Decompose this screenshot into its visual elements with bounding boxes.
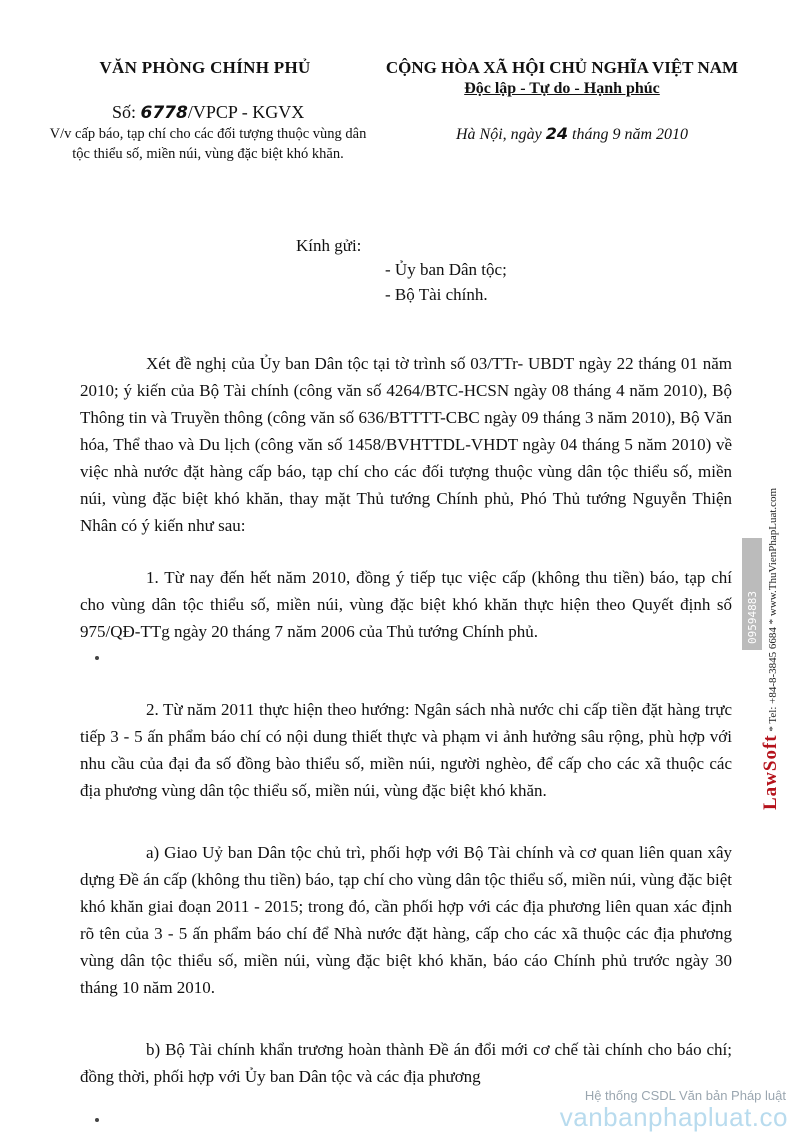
recipient-item: - Ủy ban Dân tộc; [385,260,507,279]
footer-watermark-site: vanbanphapluat.co [559,1102,788,1132]
footer-watermark-caption: Hệ thống CSDL Văn bản Pháp luật [584,1088,786,1103]
recipients-label: Kính gửi: [296,236,362,255]
recipient-item: - Bộ Tài chính. [385,285,488,304]
item-2-paragraph: 2. Từ năm 2011 thực hiện theo hướng: Ngân sách nhà nước chi cấp tiền đặt hàng trực tiếp 3 - 5 ấn phẩm báo chí có nội dung thiết thực và phạm vi ảnh hưởng sâu rộng, phù hợp với nhu cầu của đại đa số đồng bào thiểu số, miền núi, người nghèo, để cấp cho các xã thuộc các địa phương vùng dân tộc thiểu số, miền núi, vùng đặc biệt khó khăn. [80,700,732,800]
issuing-organization: VĂN PHÒNG CHÍNH PHỦ [99,58,311,77]
scan-speck [95,1118,99,1122]
side-separator: * [767,726,779,732]
side-code-text: 09594883 [746,591,759,644]
item-1-paragraph: 1. Từ nay đến hết năm 2010, đồng ý tiếp tục việc cấp (không thu tiền) báo, tạp chí cho vùng dân tộc thiểu số, miền núi, vùng đặc biệt khó khăn thực hiện theo Quyết định số 975/QĐ-TTg ngày 20 tháng 7 năm 2006 của Thủ tướng Chính phủ. [80,568,732,641]
document-number [112,102,304,123]
issuer-block [40,58,370,162]
intro-paragraph: Xét đề nghị của Ủy ban Dân tộc tại tờ trình số 03/TTr- UBDT ngày 22 tháng 01 năm 2010; ý kiến của Bộ Tài chính (công văn số 4264/BTC-HCSN ngày 08 tháng 4 năm 2010), Bộ Thông tin và Truyền thông (công văn số 636/BTTTT-CBC ngày 09 tháng 3 năm 2010), Bộ Văn hóa, Thể thao và Du lịch (công văn số 1458/BVHTTDL-VHDT ngày 04 tháng 5 năm 2010) về việc nhà nước đặt hàng cấp báo, tạp chí cho các đối tượng thuộc vùng dân tộc thiểu số, miền núi, vùng đặc biệt khó khăn, thay mặt Thủ tướng Chính phủ, Phó Thủ tướng Nguyễn Thiện Nhân có ý kiến như sau: [80,354,732,535]
scan-speck [95,656,99,660]
document-number-prefix: Số: [112,102,137,122]
document-number-handwritten: 6778 [140,103,188,123]
item-2a-paragraph: a) Giao Uỷ ban Dân tộc chủ trì, phối hợp với Bộ Tài chính và cơ quan liên quan xây dựng Đề án cấp (không thu tiền) báo, tạp chí cho vùng dân tộc thiểu số, miền núi, vùng đặc biệt khó khăn giai đoạn 2011 - 2015; trong đó, cần phối hợp với các địa phương liên quan xác định rõ tên của 3 - 5 ấn phẩm báo chí để Nhà nước đặt hàng, cấp cho các xã thuộc các địa phương vùng dân tộc thiểu số, miền núi, vùng đặc biệt khó khăn, báo cáo Chính phủ trước ngày 30 tháng 10 năm 2010. [80,843,732,997]
national-motto: Độc lập - Tự do - Hạnh phúc [464,80,660,97]
side-document-code [742,538,762,650]
lawsoft-logo-text: LawSoft [760,734,781,810]
document-number-suffix: /VPCP - KGVX [187,102,305,122]
side-watermark [746,350,792,810]
date-line [392,124,752,144]
date-suffix: tháng 9 năm 2010 [572,126,689,143]
date-prefix: Hà Nội, ngày [455,126,542,143]
side-website: www.ThuVienPhapLuat.com [767,487,779,617]
date-day-handwritten: 24 [545,124,569,143]
side-watermark-text [760,488,782,810]
side-separator: * [767,618,779,625]
nation-title: CỘNG HÒA XÃ HỘI CHỦ NGHĨA VIỆT NAM [385,58,739,77]
document-subject: V/v cấp báo, tạp chí cho các đối tượng thuộc vùng dân tộc thiểu số, miền núi, vùng đặc biệt khó khăn. [49,126,367,162]
national-header [352,58,772,143]
side-phone: Tel: +84-8-3845 6684 [767,627,779,724]
item-2b-paragraph: b) Bộ Tài chính khẩn trương hoàn thành Đề án đổi mới cơ chế tài chính cho báo chí; đồng thời, phối hợp với Ủy ban Dân tộc và các địa phương [80,1040,732,1086]
